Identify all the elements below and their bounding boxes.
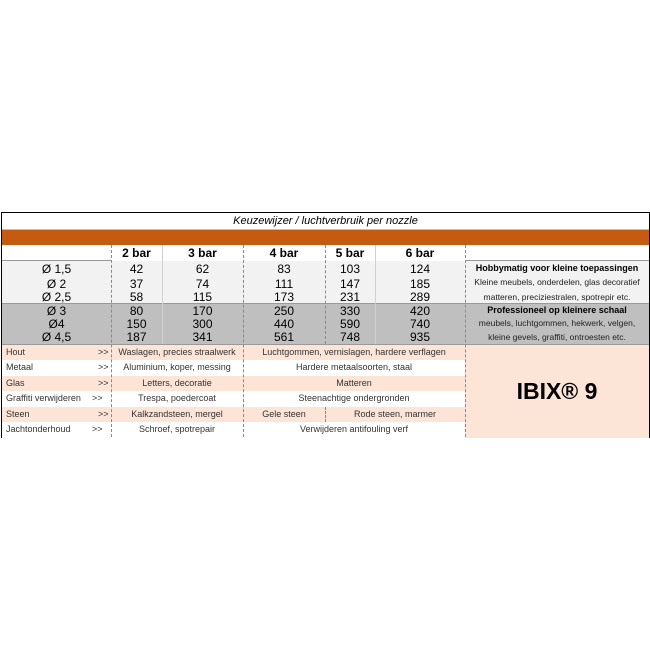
value-cell: 748 [339,330,361,344]
arrow-icon: >> [92,393,103,403]
product-name: IBIX® 9 [465,344,649,438]
value-cell: 103 [339,262,361,276]
header-6bar: 6 bar [375,245,465,261]
value-cell: 42 [129,262,144,276]
value-cell: 185 [409,277,431,291]
value-cell: 740 [409,317,431,331]
arrow-icon: >> [92,424,103,434]
low-pressure-use: Trespa, poedercoat [138,393,216,403]
material-row [2,360,465,376]
table-title: Keuzewijzer / luchtverbruik per nozzle [2,213,649,230]
hobby-heading: Hobbymatig voor kleine toepassingen [475,263,639,273]
value-cell: 80 [129,304,144,318]
material-row [2,376,465,392]
material-label: Glas [6,377,25,388]
value-cell: 231 [339,290,361,304]
material-label: Steen [6,408,30,419]
hobby-line: Kleine meubels, onderdelen, glas decoratief [474,277,640,287]
high-pressure-use: Verwijderen antifouling verf [299,424,409,434]
pro-line: meubels, luchtgommen, hekwerk, velgen, [478,318,636,328]
material-row [2,422,465,438]
accent-bar [2,230,649,245]
value-cell: 440 [273,317,295,331]
value-cell: 111 [274,277,294,291]
hobby-line: matteren, preciziestralen, spotrepir etc. [483,292,631,302]
value-cell: 115 [192,290,213,304]
value-cell: 62 [195,262,210,276]
header-5bar: 5 bar [325,245,375,261]
value-cell: 250 [273,304,295,318]
high-pressure-use: Hardere metaalsoorten, staal [295,362,413,372]
value-cell: 150 [126,317,147,331]
nozzle-size: Ø 2 [46,277,67,291]
value-cell: 58 [129,290,144,304]
arrow-icon: >> [98,408,109,419]
arrow-icon: >> [98,347,109,357]
value-cell: 561 [273,330,295,344]
column-divider [375,245,376,344]
high-pressure-use: Matteren [336,377,372,388]
value-cell: 187 [126,330,147,344]
material-label: Metaal [6,362,34,372]
low-pressure-use: Waslagen, precies straalwerk [118,347,236,357]
nozzle-size: Ø 4,5 [41,330,72,344]
value-cell: 170 [192,304,213,318]
arrow-icon: >> [98,362,109,372]
value-cell: 935 [409,330,431,344]
column-divider [325,245,326,344]
column-divider [325,407,326,422]
high-pressure-use: Steenachtige ondergronden [298,393,410,403]
nozzle-size: Ø4 [48,317,65,331]
nozzle-size: Ø 3 [46,304,67,318]
material-row [2,407,465,423]
value-cell: 147 [339,277,361,291]
column-divider [111,245,112,437]
material-label: Hout [6,347,26,357]
air-consumption-table [1,212,650,438]
header-4bar: 4 bar [243,245,325,261]
value-cell: 289 [409,290,431,304]
nozzle-size: Ø 2,5 [41,290,72,304]
mid-pressure-use: Gele steen [262,408,306,419]
value-cell: 74 [195,277,210,291]
pro-line: kleine gevels, graffiti, ontroesten etc. [488,332,626,342]
nozzle-size: Ø 1,5 [41,262,72,276]
pro-heading: Professioneel op kleinere schaal [487,305,627,315]
value-cell: 83 [277,262,291,276]
high-pressure-use: Luchtgommen, vernislagen, hardere verflagen [262,347,446,357]
value-cell: 173 [273,290,295,304]
value-cell: 341 [192,330,213,344]
arrow-icon: >> [98,377,109,388]
column-divider [465,245,466,437]
header-3bar: 3 bar [162,245,243,261]
material-label: Jachtonderhoud [6,424,71,434]
material-row [2,391,465,407]
low-pressure-use: Schroef, spotrepair [138,424,216,434]
value-cell: 300 [192,317,213,331]
low-pressure-use: Aluminium, koper, messing [123,362,231,372]
low-pressure-use: Letters, decoratie [142,377,212,388]
value-cell: 590 [339,317,361,331]
value-cell: 37 [129,277,144,291]
header-2bar: 2 bar [111,245,162,261]
high-pressure-use: Rode steen, marmer [353,408,437,419]
value-cell: 420 [409,304,431,318]
column-divider [243,245,244,437]
value-cell: 124 [409,262,431,276]
material-row [2,344,465,361]
low-pressure-use: Kalkzandsteen, mergel [131,408,223,419]
material-label: Graffiti verwijderen [6,393,81,403]
column-divider [162,245,163,344]
value-cell: 330 [339,304,361,318]
